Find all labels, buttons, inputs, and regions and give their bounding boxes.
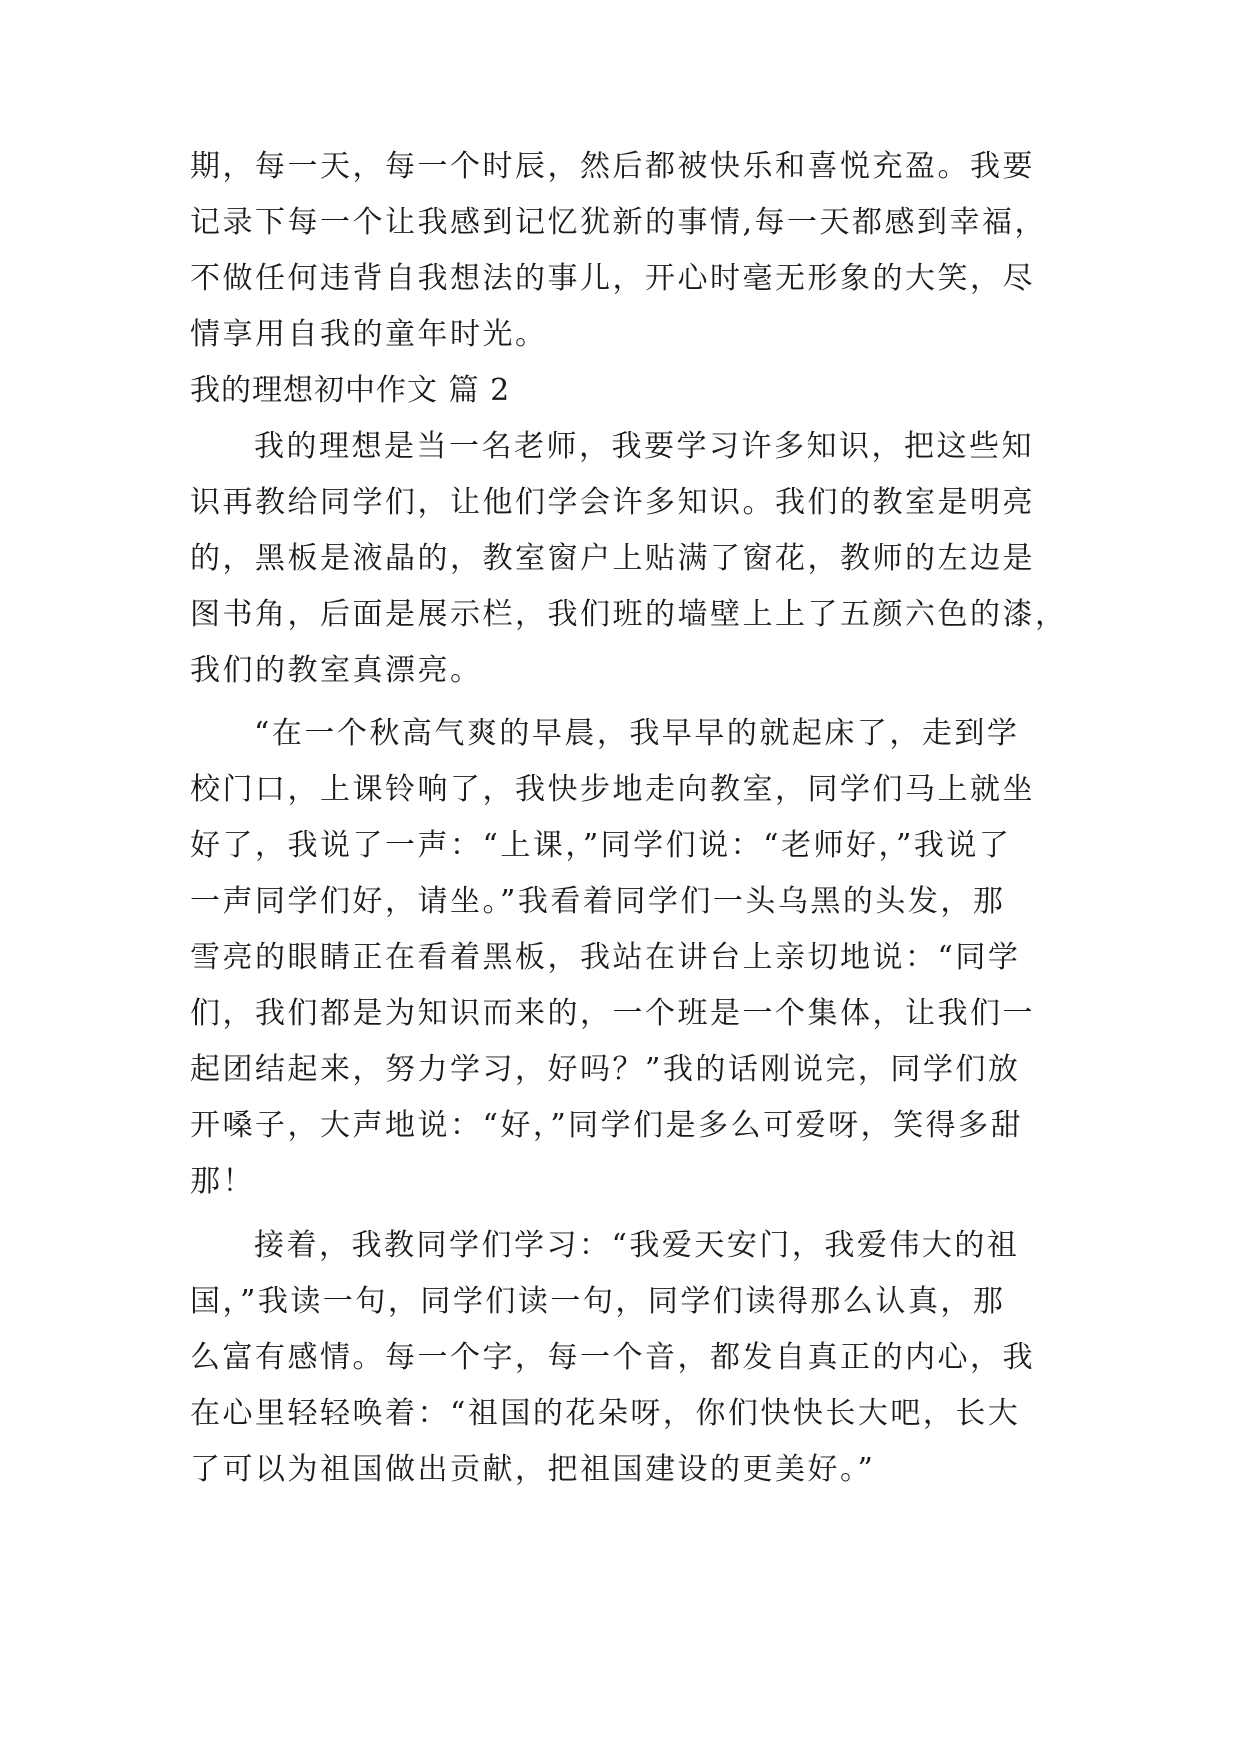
text-line: 情享用自我的童年时光。 [190, 317, 548, 352]
text-line: 的，黑板是液晶的，教室窗户上贴满了窗花，教师的左边是 [190, 541, 1035, 576]
text-line: 好了，我说了一声：“上课，”同学们说：“老师好，”我说了 [190, 828, 1012, 863]
text-line: “在一个秋高气爽的早晨，我早早的就起床了，走到学 [254, 716, 1020, 751]
text-line: 接着，我教同学们学习：“我爱天安门，我爱伟大的祖 [254, 1228, 1020, 1263]
text-line: 了可以为祖国做出贡献，把祖国建设的更美好。” [190, 1452, 876, 1487]
text-line: 雪亮的眼睛正在看着黑板，我站在讲台上亲切地说：“同学 [190, 940, 1021, 975]
text-line: 图书角，后面是展示栏，我们班的墙壁上上了五颜六色的漆， [190, 597, 1068, 632]
text-line: 识再教给同学们，让他们学会许多知识。我们的教室是明亮 [190, 485, 1035, 520]
text-line: 么富有感情。每一个字，每一个音，都发自真正的内心，我 [190, 1340, 1035, 1375]
text-line: 开嗓子，大声地说：“好，”同学们是多么可爱呀，笑得多甜 [190, 1108, 1024, 1143]
text-line: 我的理想是当一名老师，我要学习许多知识，把这些知 [254, 429, 1034, 464]
text-line: 国，”我读一句，同学们读一句，同学们读得那么认真，那 [190, 1284, 1006, 1319]
text-line: 在心里轻轻唤着：“祖国的花朵呀，你们快快长大吧，长大 [190, 1396, 1021, 1431]
text-line: 一声同学们好，请坐。”我看着同学们一头乌黑的头发，那 [190, 884, 1006, 919]
text-line: 我们的教室真漂亮。 [190, 653, 483, 688]
text-line: 起团结起来，努力学习，好吗？”我的话刚说完，同学们放 [190, 1052, 1021, 1087]
text-line: 校门口，上课铃响了，我快步地走向教室，同学们马上就坐 [190, 772, 1035, 807]
section-heading: 我的理想初中作文 篇 2 [190, 373, 511, 408]
text-line: 那！ [190, 1164, 255, 1199]
text-line: 们，我们都是为知识而来的，一个班是一个集体，让我们一 [190, 996, 1035, 1031]
text-line: 记录下每一个让我感到记忆犹新的事情,每一天都感到幸福， [190, 205, 1048, 240]
text-line: 期，每一天，每一个时辰，然后都被快乐和喜悦充盈。我要 [190, 149, 1035, 184]
text-line: 不做任何违背自我想法的事儿，开心时毫无形象的大笑，尽 [190, 261, 1035, 296]
